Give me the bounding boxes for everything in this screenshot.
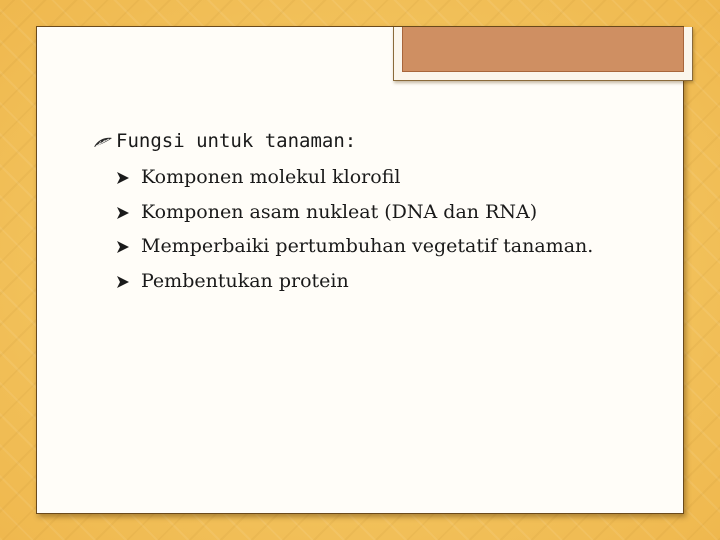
slide-content [92,126,593,298]
arrow-bullet-icon [116,205,130,219]
list-item [116,264,593,299]
slide-heading: Fungsi untuk tanaman: [116,130,357,152]
decorative-tab-accent [402,27,684,72]
heading-row [92,126,593,156]
list-item-text: Komponen asam nukleat (DNA dan RNA) [141,200,538,223]
list-item [116,195,593,230]
bullet-list [92,160,593,298]
list-item-text: Memperbaiki pertumbuhan vegetatif tanaman. [141,235,594,258]
arrow-bullet-icon [116,170,130,184]
list-item-text: Komponen molekul klorofil [141,166,401,189]
arrow-bullet-icon [116,239,130,253]
leaf-bullet-icon [92,134,114,148]
list-item-text: Pembentukan protein [141,269,349,292]
decorative-tab [393,27,693,81]
list-item [116,229,593,264]
list-item [116,160,593,195]
arrow-bullet-icon [116,274,130,288]
